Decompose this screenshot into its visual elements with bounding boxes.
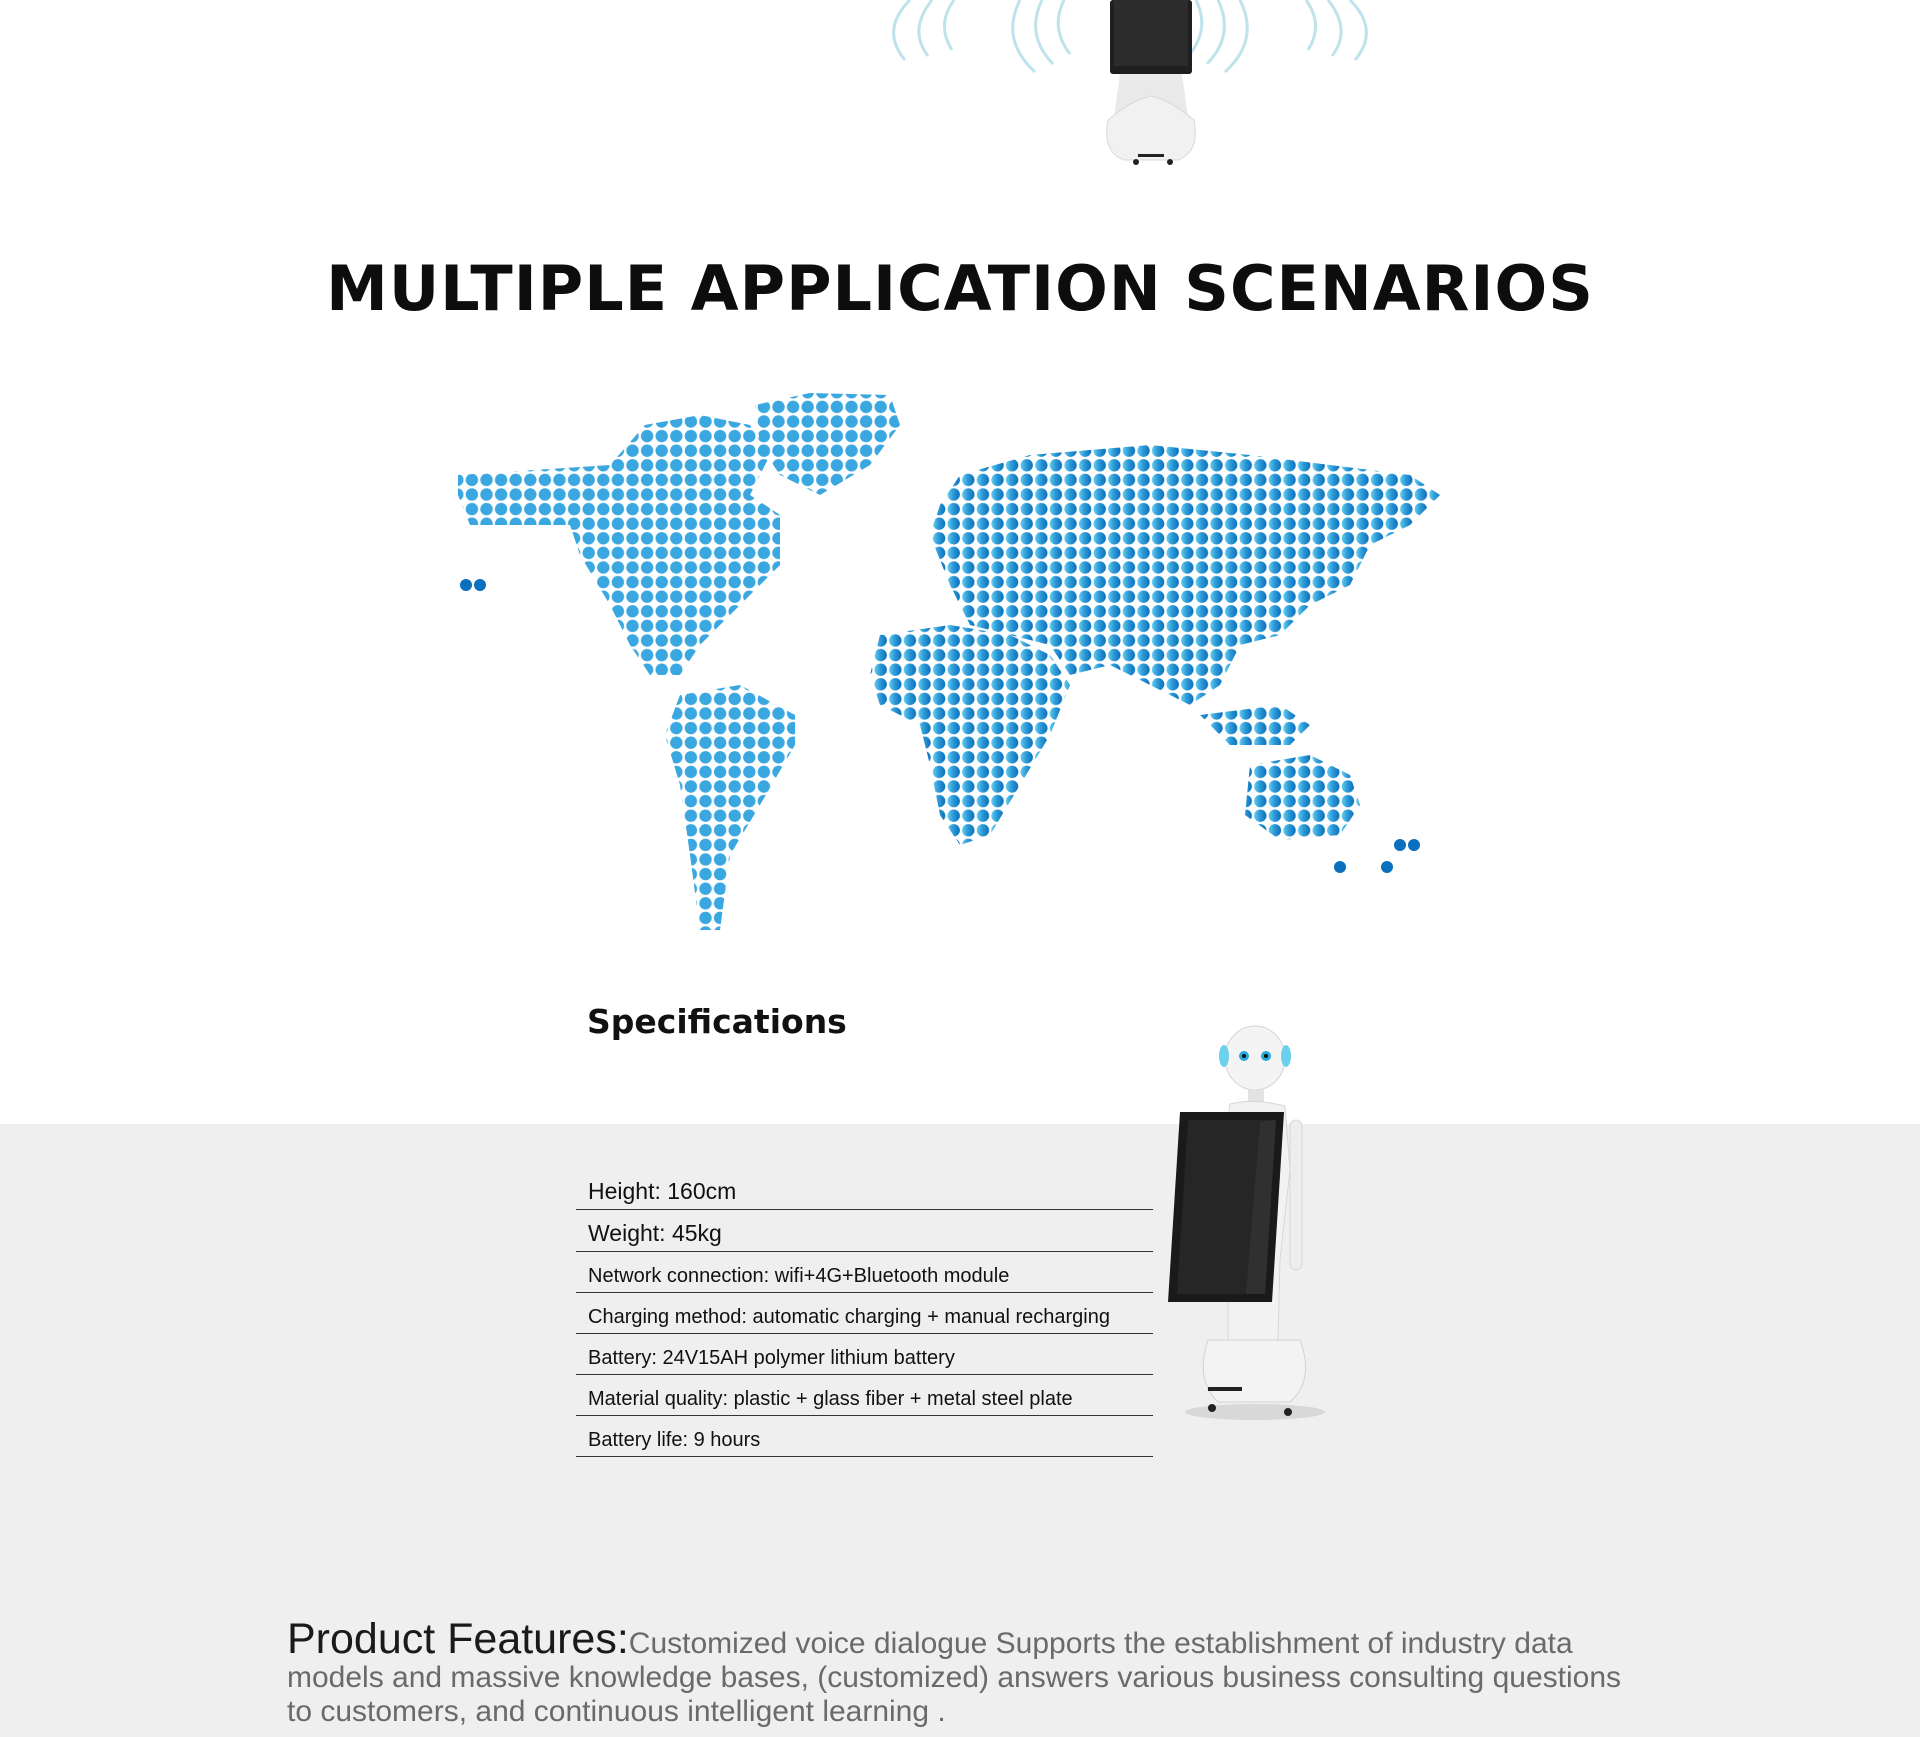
- product-features: [287, 1615, 1637, 1729]
- spec-material: Material quality: plastic + glass fiber + metal steel plate: [576, 1375, 1153, 1416]
- robot-kiosk-icon: [870, 0, 1390, 175]
- spec-weight: Weight: 45kg: [576, 1210, 1153, 1252]
- spec-charging: Charging method: automatic charging + manual recharging: [576, 1293, 1153, 1334]
- section-title: MULTIPLE APPLICATION SCENARIOS: [326, 252, 1594, 325]
- spec-list: [576, 1168, 1153, 1457]
- service-robot-icon: [1150, 1020, 1340, 1420]
- spec-battery: Battery: 24V15AH polymer lithium battery: [576, 1334, 1153, 1375]
- spec-battery-life: Battery life: 9 hours: [576, 1416, 1153, 1457]
- dotted-world-map-icon: [450, 385, 1450, 945]
- features-title: Product Features:: [287, 1615, 629, 1663]
- features-body: Customized voice dialogue Supports the establishment of industry data models and massive knowledge bases, (customized) answers various business consulting questions to customers, and continuous intelligent learning .: [287, 1627, 1622, 1728]
- spec-height: Height: 160cm: [576, 1168, 1153, 1210]
- spec-network: Network connection: wifi+4G+Bluetooth module: [576, 1252, 1153, 1293]
- specifications-heading: Specifications: [587, 1002, 847, 1041]
